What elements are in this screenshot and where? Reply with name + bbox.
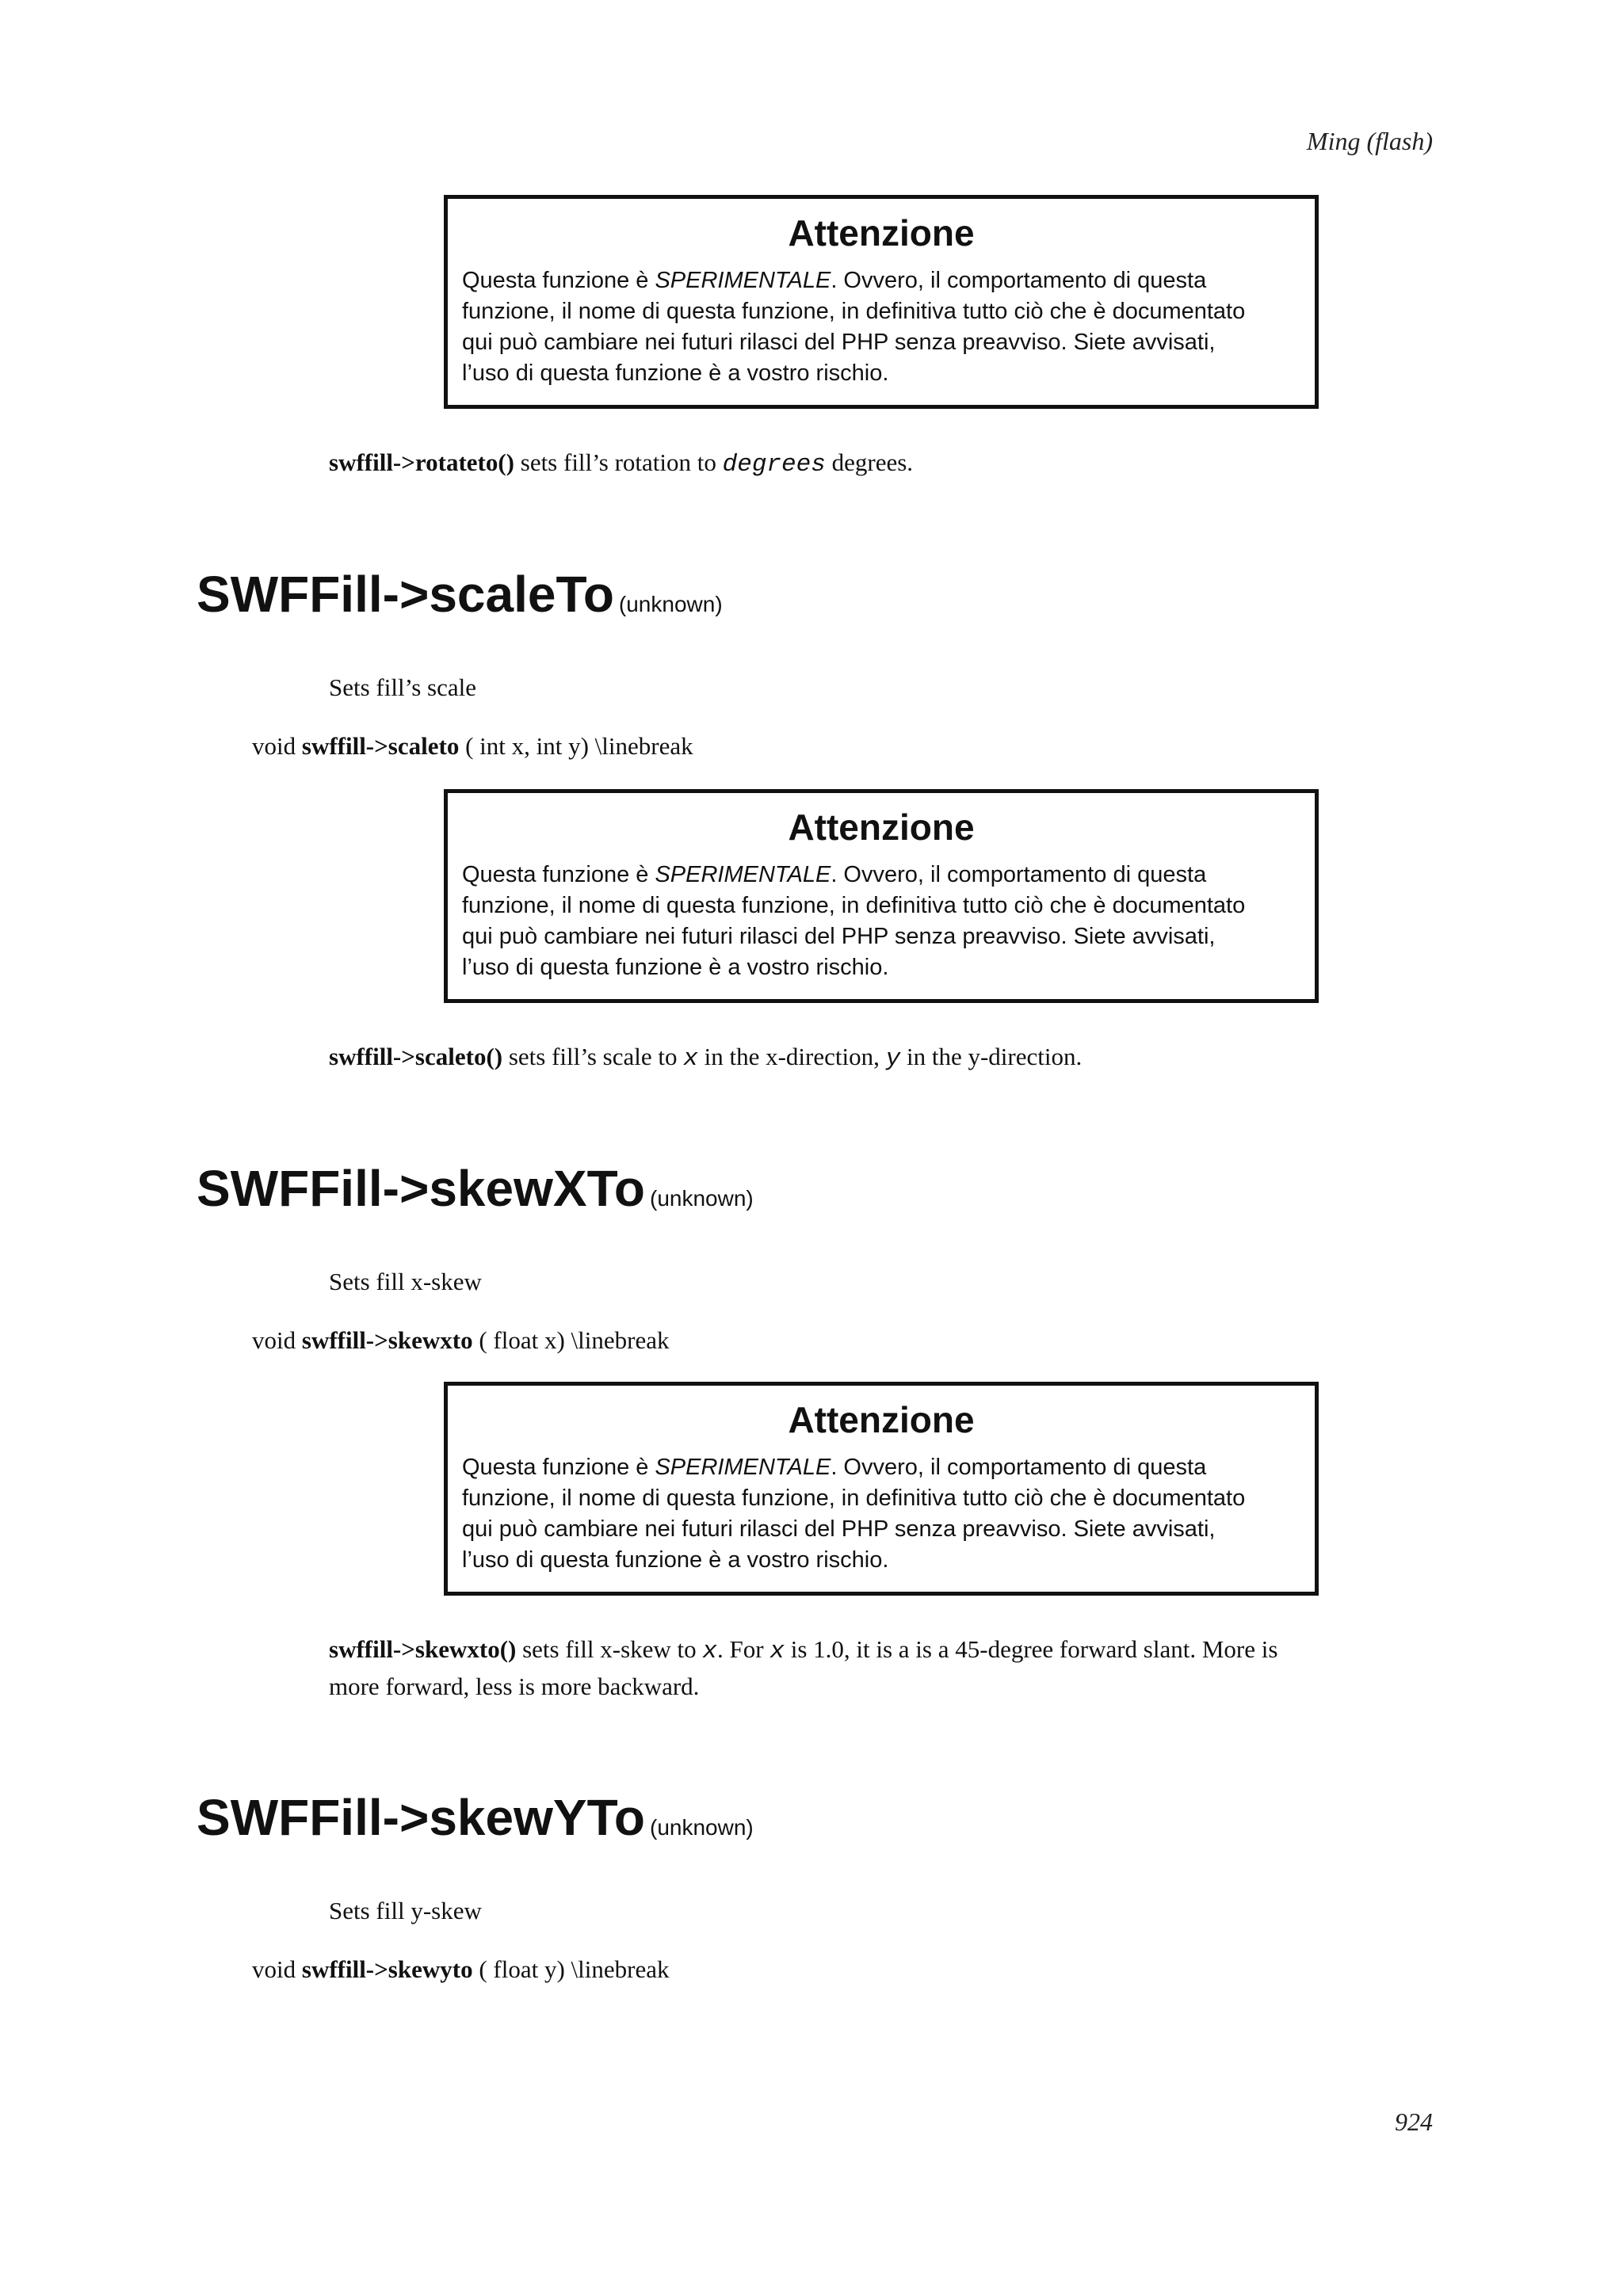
skewxto-synopsis: [252, 1323, 669, 1358]
function-name: swffill->skewxto(): [329, 1635, 517, 1663]
version-note: (unknown): [618, 592, 723, 616]
warning-emphasis: SPERIMENTALE: [655, 1455, 831, 1480]
warning-emphasis: SPERIMENTALE: [655, 862, 831, 887]
warning-text-part: . Ovvero, il comportamento di questa: [831, 862, 1207, 887]
parameter-name: x: [769, 1638, 785, 1665]
warning-text-part: funzione, il nome di questa funzione, in definitiva tutto ciò che è documentato: [462, 299, 1246, 324]
version-note: (unknown): [650, 1186, 754, 1211]
function-name: swffill->rotateto(): [329, 448, 514, 476]
skewyto-purpose: Sets fill y-skew: [329, 1897, 482, 1924]
running-header: Ming (flash): [1306, 127, 1433, 155]
description-text: sets fill x-skew to: [516, 1635, 703, 1663]
function-name: swffill->scaleto(): [329, 1043, 503, 1070]
warning-box: [444, 195, 1319, 409]
description-text: sets fill’s rotation to: [514, 448, 723, 476]
section-title-scaleto: [197, 566, 723, 623]
warning-text-part: Questa funzione è: [462, 268, 655, 293]
warning-text-part: l’uso di questa funzione è a vostro rischio.: [462, 955, 889, 980]
section-title-text: SWFFill->scaleTo: [197, 566, 614, 623]
description-text: in the y-direction.: [900, 1043, 1083, 1070]
function-args: ( float x) \linebreak: [472, 1326, 670, 1354]
function-name: swffill->skewxto: [301, 1326, 473, 1354]
return-type: void: [252, 732, 302, 760]
warning-text-part: l’uso di questa funzione è a vostro rischio.: [462, 360, 889, 386]
warning-text-part: qui può cambiare nei futuri rilasci del PHP senza preavviso. Siete avvisati,: [462, 330, 1216, 355]
scaleto-purpose: Sets fill’s scale: [329, 673, 476, 701]
skewxto-description: [329, 1632, 1391, 1704]
page-number: 924: [1395, 2107, 1433, 2136]
warning-text: [462, 265, 1300, 389]
warning-text-part: Questa funzione è: [462, 862, 655, 887]
description-text: . For: [717, 1635, 770, 1663]
warning-text-part: funzione, il nome di questa funzione, in definitiva tutto ciò che è documentato: [462, 1486, 1246, 1511]
scaleto-synopsis: [252, 729, 693, 764]
section-title-text: SWFFill->skewXTo: [197, 1160, 645, 1217]
description-text: degrees.: [825, 448, 914, 476]
warning-text-part: funzione, il nome di questa funzione, in definitiva tutto ciò che è documentato: [462, 893, 1246, 918]
skewxto-purpose: Sets fill x-skew: [329, 1268, 482, 1295]
warning-text-part: qui può cambiare nei futuri rilasci del PHP senza preavviso. Siete avvisati,: [462, 924, 1216, 949]
section-title-skewxto: [197, 1160, 754, 1217]
warning-text-part: . Ovvero, il comportamento di questa: [831, 268, 1207, 293]
warning-box: [444, 789, 1319, 1003]
return-type: void: [252, 1955, 302, 1983]
section-title-text: SWFFill->skewYTo: [197, 1789, 645, 1846]
skewyto-synopsis: [252, 1952, 669, 1987]
warning-title: Attenzione: [788, 212, 975, 254]
warning-emphasis: SPERIMENTALE: [655, 268, 831, 293]
section-title-skewyto: [197, 1789, 754, 1846]
return-type: void: [252, 1326, 302, 1354]
warning-text-part: Questa funzione è: [462, 1455, 655, 1480]
parameter-name: x: [702, 1638, 718, 1665]
warning-text: [462, 860, 1300, 983]
description-text: in the x-direction,: [697, 1043, 886, 1070]
warning-text: [462, 1452, 1300, 1576]
warning-box: [444, 1382, 1319, 1596]
function-args: ( int x, int y) \linebreak: [459, 732, 693, 760]
version-note: (unknown): [650, 1815, 754, 1840]
parameter-name: y: [885, 1045, 901, 1073]
description-text: is 1.0, it is a is a 45-degree forward slant. More is: [784, 1635, 1278, 1663]
warning-text-part: l’uso di questa funzione è a vostro rischio.: [462, 1547, 889, 1573]
function-args: ( float y) \linebreak: [472, 1955, 670, 1983]
rotateto-description: [329, 445, 1391, 482]
parameter-name: degrees: [722, 451, 826, 479]
warning-title: Attenzione: [788, 1399, 975, 1440]
function-name: swffill->skewyto: [301, 1955, 473, 1983]
parameter-name: x: [683, 1045, 698, 1073]
warning-text-part: qui può cambiare nei futuri rilasci del PHP senza preavviso. Siete avvisati,: [462, 1516, 1216, 1542]
scaleto-description: [329, 1039, 1391, 1077]
description-text: sets fill’s scale to: [502, 1043, 684, 1070]
warning-text-part: . Ovvero, il comportamento di questa: [831, 1455, 1207, 1480]
function-name: swffill->scaleto: [301, 732, 460, 760]
warning-title: Attenzione: [788, 807, 975, 848]
description-text: more forward, less is more backward.: [329, 1672, 700, 1700]
